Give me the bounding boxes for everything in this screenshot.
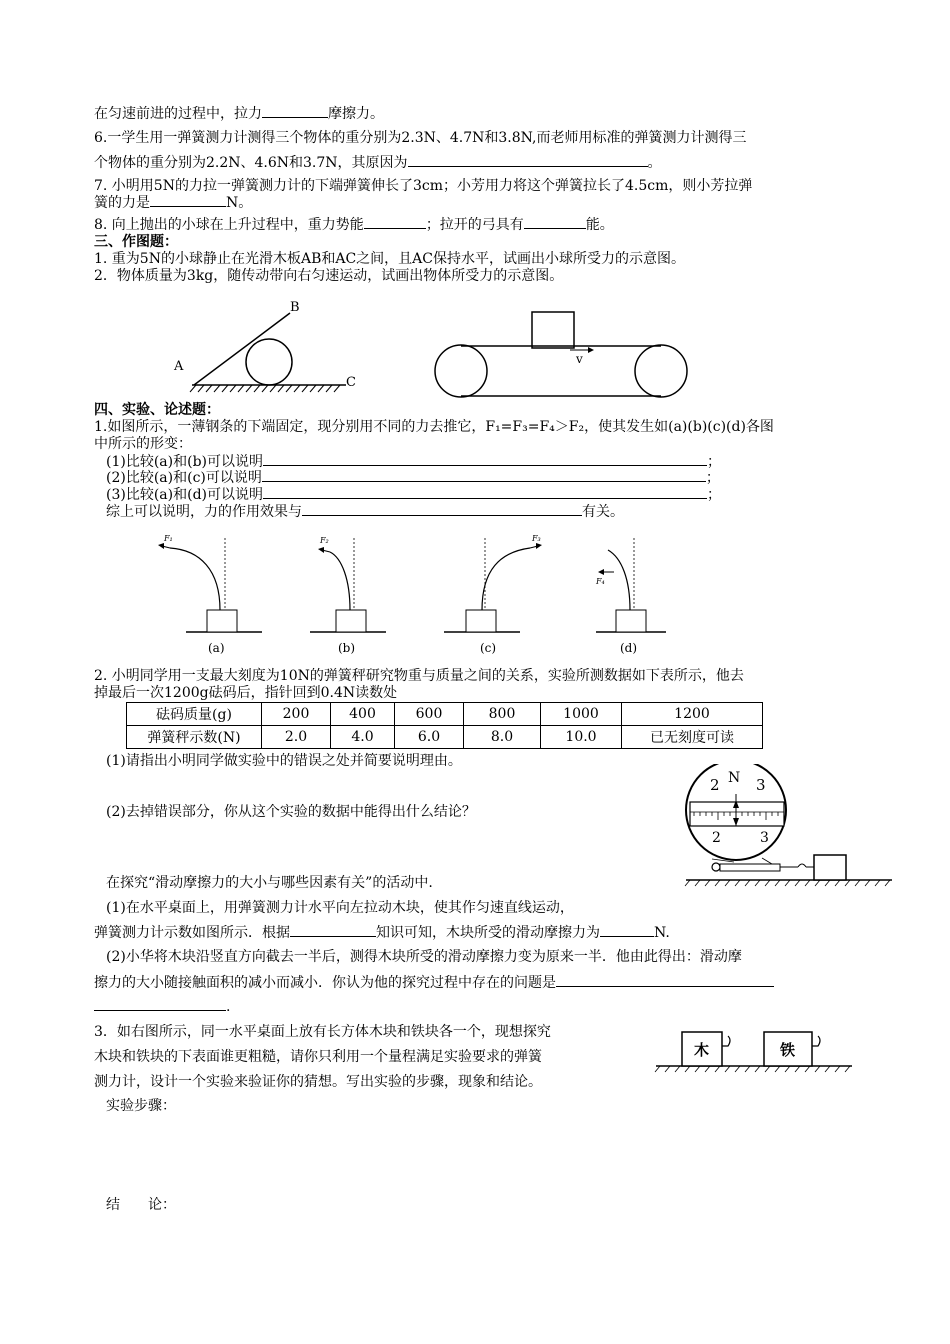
s4-q2-sub1: (1)请指出小明同学做实验中的错误之处并简要说明理由。 <box>106 753 462 769</box>
panel-b <box>310 536 386 655</box>
s4-q1-summary: 综上可以说明，力的作用效果与 有关。 <box>106 504 624 520</box>
answer-blank[interactable] <box>302 502 582 516</box>
s3-q2: 2．物体质量为3kg，随传动带向右匀速运动，试画出物体所受力的示意图。 <box>94 268 564 284</box>
table-cell: 1000 <box>541 703 622 726</box>
panel-label: (b) <box>338 641 356 655</box>
answer-blank[interactable] <box>524 215 586 229</box>
label-a: A <box>174 359 184 374</box>
answer-blank[interactable] <box>600 923 654 937</box>
s4-q1-line1: 1.如图所示，一薄钢条的下端固定，现分别用不同的力去推它，F₁=F₃=F₄＞F₂，使其发生如(a)(b)(c)(d)各图 <box>94 419 774 435</box>
answer-blank[interactable] <box>364 215 426 229</box>
s4-q3-line1: 3．如右图所示，同一水平桌面上放有长方体木块和铁块各一个，现想探究 <box>94 1024 551 1040</box>
table-cell: 1200 <box>622 703 763 726</box>
table-cell: 6.0 <box>395 726 464 749</box>
gauge-unit: N <box>728 770 741 786</box>
section4-heading: 四、实验、论述题： <box>94 402 220 418</box>
spring-gauge-figure <box>672 764 898 892</box>
s4-q2-sub2: (2)去掉错误部分，你从这个实验的数据中能得出什么结论？ <box>106 804 476 820</box>
force-label: F₂ <box>320 536 329 545</box>
table-row <box>127 703 763 726</box>
gauge-mark-2: 2 <box>710 776 720 794</box>
friction-p5: . <box>94 997 230 1016</box>
s4-q3-conclusion: 结 论： <box>106 1197 176 1213</box>
answer-blank[interactable] <box>263 452 707 466</box>
table-cell: 4.0 <box>331 726 395 749</box>
gauge-mark-3b: 3 <box>760 830 769 846</box>
s4-q1-compare2: (2)比较(a)和(c)可以说明 ； <box>106 470 720 486</box>
friction-intro: 在探究“滑动摩擦力的大小与哪些因素有关”的活动中. <box>106 875 433 891</box>
answer-blank[interactable] <box>290 923 376 937</box>
s3-q1: 1. 重为5N的小球静止在光滑木板AB和AC之间，且AC保持水平，试画出小球所受力的示意图。 <box>94 251 686 267</box>
table-row <box>127 726 763 749</box>
panel-d <box>595 538 666 655</box>
answer-blank[interactable] <box>150 193 226 207</box>
friction-p1: (1)在水平桌面上，用弹簧测力计水平向左拉动木块，使其作匀速直线运动， <box>106 900 574 916</box>
s4-q2-line2: 掉最后一次1200g砝码后，指针回到0.4N读数处 <box>94 685 398 701</box>
panel-label: (d) <box>620 641 638 655</box>
label-c: C <box>346 375 356 390</box>
panel-label: (a) <box>208 641 225 655</box>
gauge-mark-3: 3 <box>756 776 766 794</box>
table-cell: 800 <box>464 703 541 726</box>
friction-p3: (2)小华将木块沿竖直方向截去一半后，测得木块所受的滑动摩擦力变为原来一半．他由此得出：滑动摩 <box>106 949 742 965</box>
answer-blank[interactable] <box>262 104 328 118</box>
force-label: F₄ <box>596 577 605 586</box>
s4-q1-line2: 中所示的形变： <box>94 436 192 452</box>
s4-q1-compare1: (1)比较(a)和(b)可以说明 ； <box>106 454 721 470</box>
q6-line1: 6.一学生用一弹簧测力计测得三个物体的重分别为2.3N、4.7N和3.8N,而老师用标准的弹簧测力计测得三 <box>94 130 747 146</box>
table-cell: 弹簧秤示数(N) <box>127 726 262 749</box>
panel-c <box>444 534 542 655</box>
answer-blank[interactable] <box>263 485 707 499</box>
velocity-label: v <box>576 352 583 366</box>
gauge-mark-2b: 2 <box>712 830 721 846</box>
friction-p2: 弹簧测力计示数如图所示．根据 知识可知，木块所受的滑动摩擦力为 N. <box>94 925 670 941</box>
steel-strip-figures <box>150 530 670 658</box>
table-cell: 已无刻度可读 <box>622 726 763 749</box>
ball-incline-figure <box>168 295 368 395</box>
panel-label: (c) <box>480 641 497 655</box>
q7-line2: 簧的力是 N。 <box>94 195 253 211</box>
label-b: B <box>290 300 300 315</box>
spring-scale-table <box>126 702 763 749</box>
wood-label: 木 <box>694 1041 710 1059</box>
s4-q1-compare3: (3)比较(a)和(d)可以说明 ； <box>106 487 721 503</box>
force-label: F₃ <box>532 534 541 543</box>
table-cell: 2.0 <box>262 726 331 749</box>
force-label: F₁ <box>164 534 173 543</box>
s4-q2-line1: 2. 小明同学用一支最大刻度为10N的弹簧秤研究物重与质量之间的关系，实验所测数据如下表所示，他去 <box>94 668 744 684</box>
q7-line1: 7. 小明用5N的力拉一弹簧测力计的下端弹簧伸长了3cm；小芳用力将这个弹簧拉长了4.5cm，则小芳拉弹 <box>94 178 753 194</box>
table-cell: 8.0 <box>464 726 541 749</box>
answer-blank[interactable] <box>556 973 774 987</box>
answer-blank[interactable] <box>408 153 648 167</box>
friction-p4: 擦力的大小随接触面积的减小而减小．你认为他的探究过程中存在的问题是 <box>94 973 774 992</box>
table-cell: 600 <box>395 703 464 726</box>
s4-q3-steps: 实验步骤： <box>106 1098 176 1114</box>
answer-blank[interactable] <box>262 468 706 482</box>
panel-a <box>158 534 262 655</box>
wood-iron-figure <box>654 1026 854 1078</box>
section3-heading: 三、作图题： <box>94 234 178 250</box>
answer-blank[interactable] <box>94 997 226 1011</box>
s4-q3-line3: 测力计，设计一个实验来验证你的猜想。写出实验的步骤，现象和结论。 <box>94 1074 542 1090</box>
conveyor-belt-figure <box>430 306 700 402</box>
s4-q3-line2: 木块和铁块的下表面谁更粗糙，请你只利用一个量程满足实验要求的弹簧 <box>94 1049 542 1065</box>
table-cell: 200 <box>262 703 331 726</box>
q8: 8. 向上抛出的小球在上升过程中，重力势能 ；拉开的弓具有 能。 <box>94 217 614 233</box>
q5-tail: 在匀速前进的过程中，拉力 摩擦力。 <box>94 106 384 122</box>
iron-label: 铁 <box>780 1041 796 1059</box>
q6-line2: 个物体的重分别为2.2N、4.6N和3.7N，其原因为 。 <box>94 155 662 171</box>
table-cell: 400 <box>331 703 395 726</box>
table-cell: 砝码质量(g) <box>127 703 262 726</box>
table-cell: 10.0 <box>541 726 622 749</box>
